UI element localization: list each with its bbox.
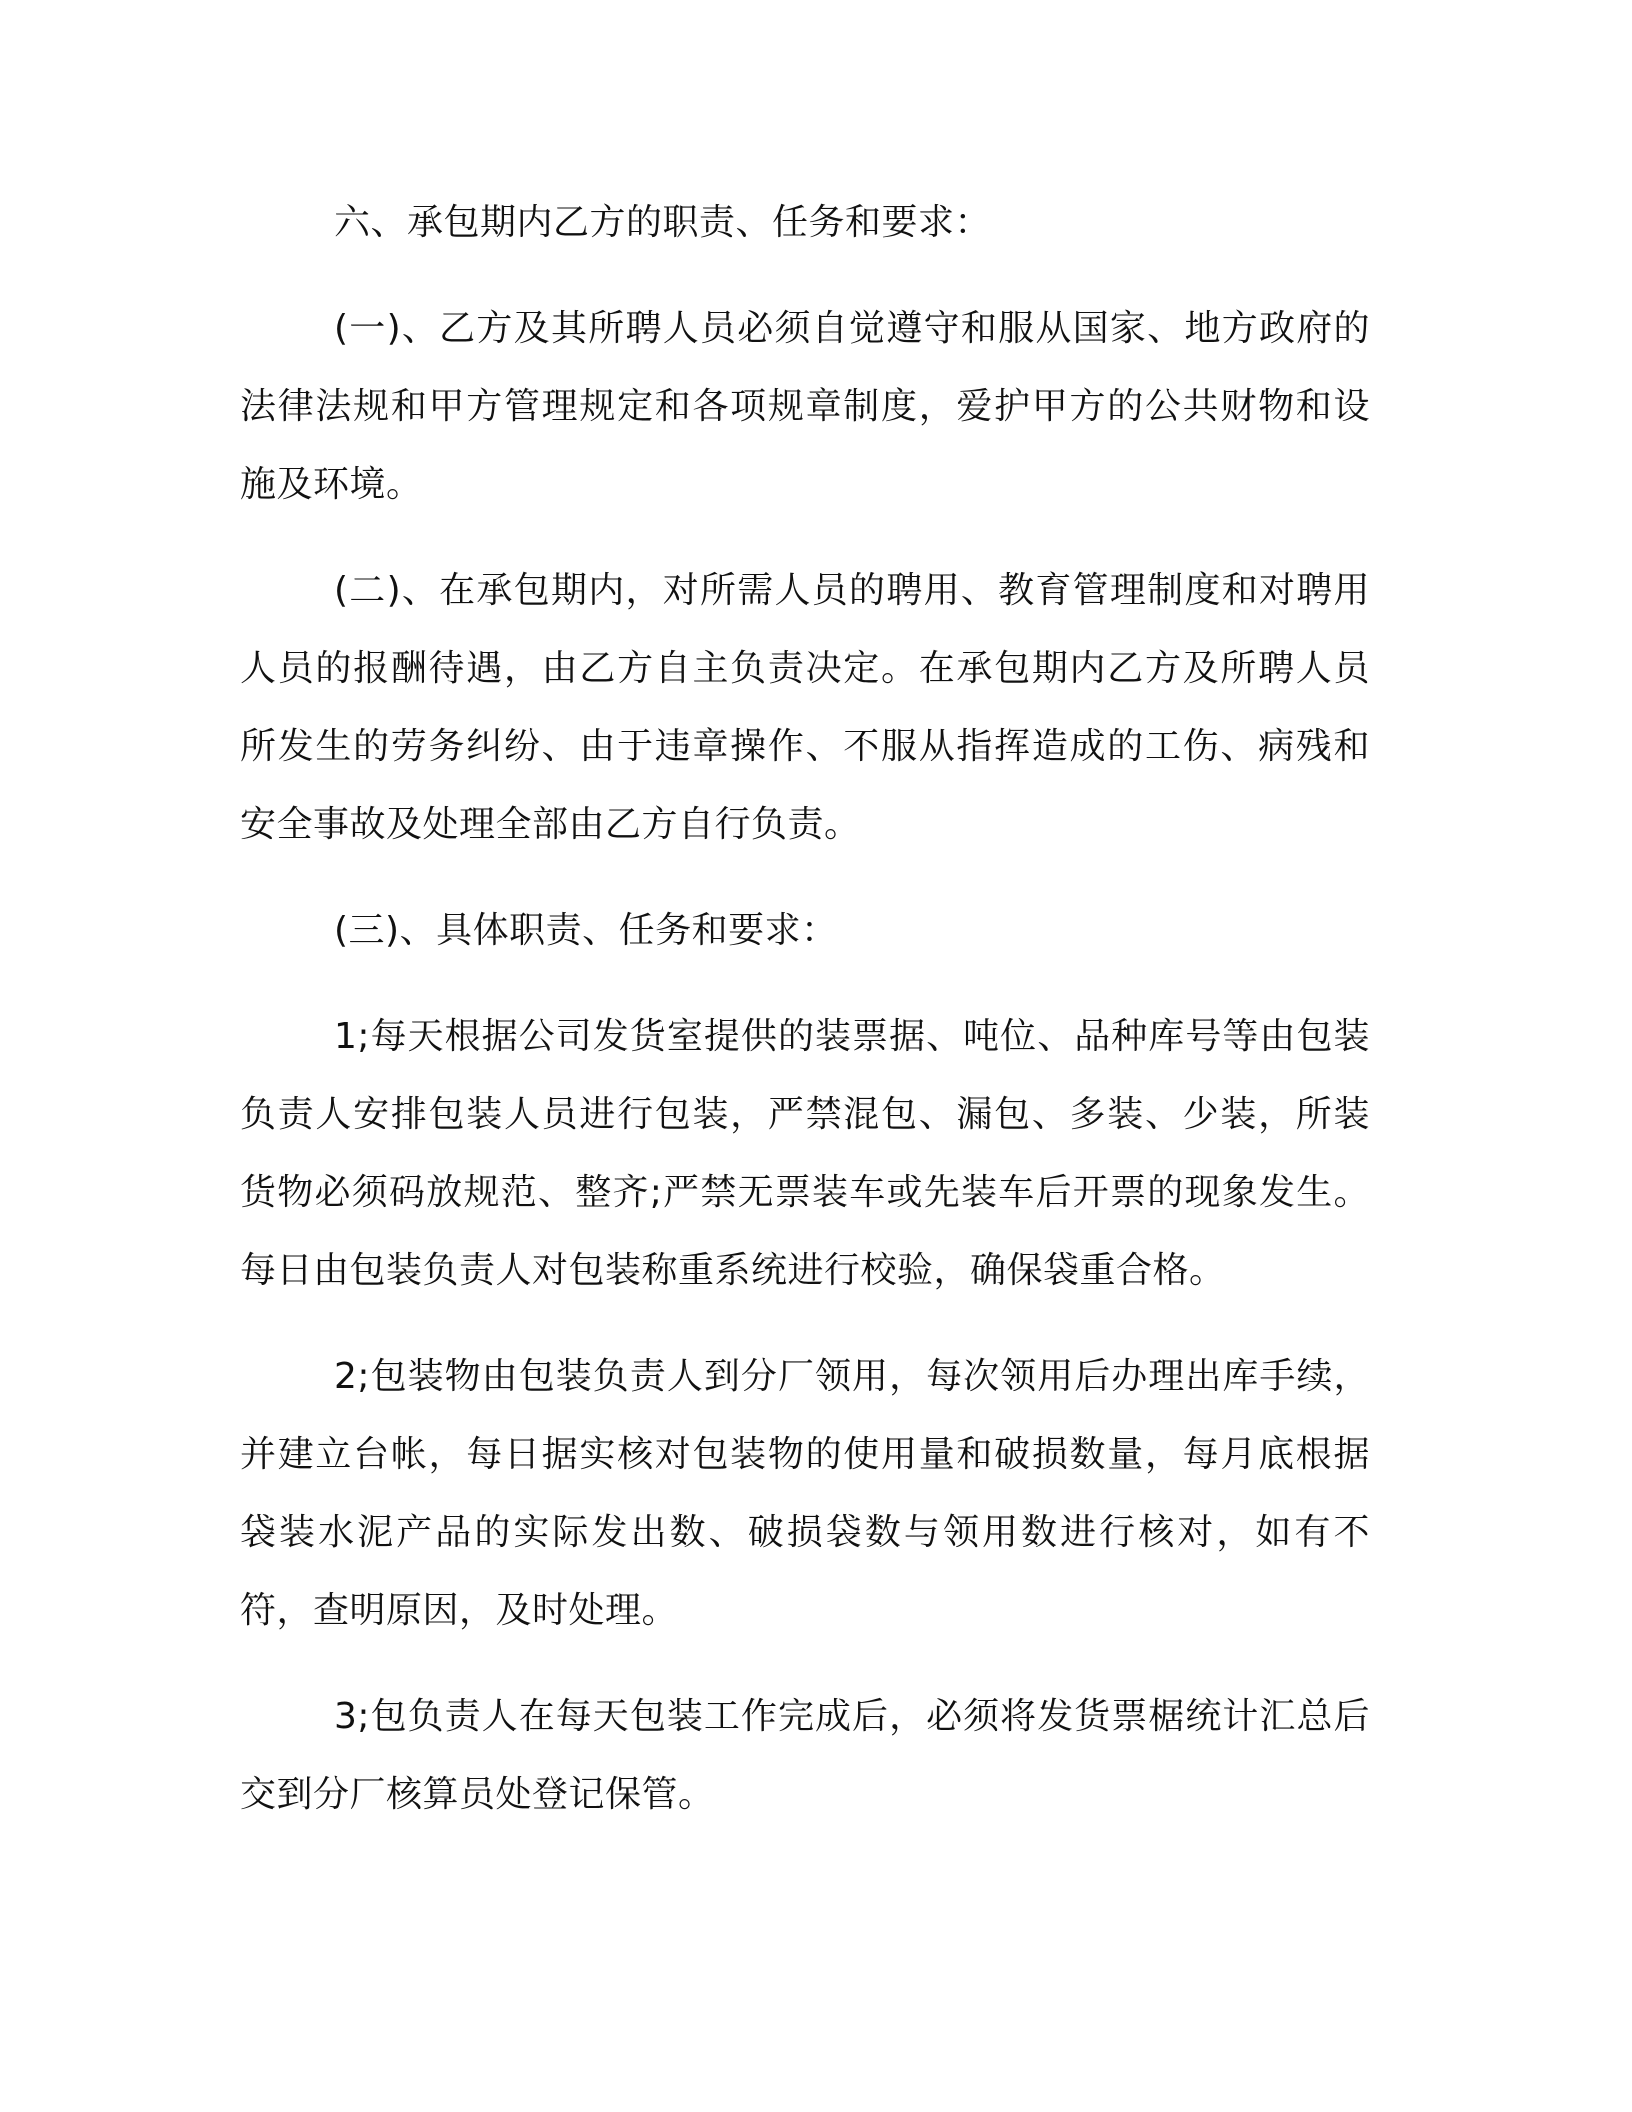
paragraph-2: (二)、在承包期内，对所需人员的聘用、教育管理制度和对聘用人员的报酬待遇，由乙方自主负责决定。在承包期内乙方及所聘人员所发生的劳务纠纷、由于违章操作、不服从指挥造成的工伤、病残和安全事故及处理全部由乙方自行负责。 xyxy=(240,570,1370,845)
paragraph-6: 3;包负责人在每天包装工作完成后，必须将发货票椐统计汇总后交到分厂核算员处登记保管。 xyxy=(240,1696,1370,1815)
section-heading: 六、承包期内乙方的职责、任务和要求： xyxy=(334,202,992,243)
document-body xyxy=(240,184,1370,1862)
paragraph-4: 1;每天根据公司发货室提供的装票据、吨位、品种库号等由包装负责人安排包装人员进行包装，严禁混包、漏包、多装、少装，所装货物必须码放规范、整齐;严禁无票装车或先装车后开票的现象发生。每日由包装负责人对包装称重系统进行校验，确保袋重合格。 xyxy=(240,1016,1370,1291)
paragraph-3: (三)、具体职责、任务和要求： xyxy=(334,910,838,951)
paragraph-1: (一)、乙方及其所聘人员必须自觉遵守和服从国家、地方政府的法律法规和甲方管理规定和各项规章制度，爱护甲方的公共财物和设施及环境。 xyxy=(240,308,1370,505)
paragraph-5: 2;包装物由包装负责人到分厂领用，每次领用后办理出库手续，并建立台帐，每日据实核对包装物的使用量和破损数量，每月底根据袋装水泥产品的实际发出数、破损袋数与领用数进行核对，如有不符，查明原因，及时处理。 xyxy=(240,1356,1370,1631)
